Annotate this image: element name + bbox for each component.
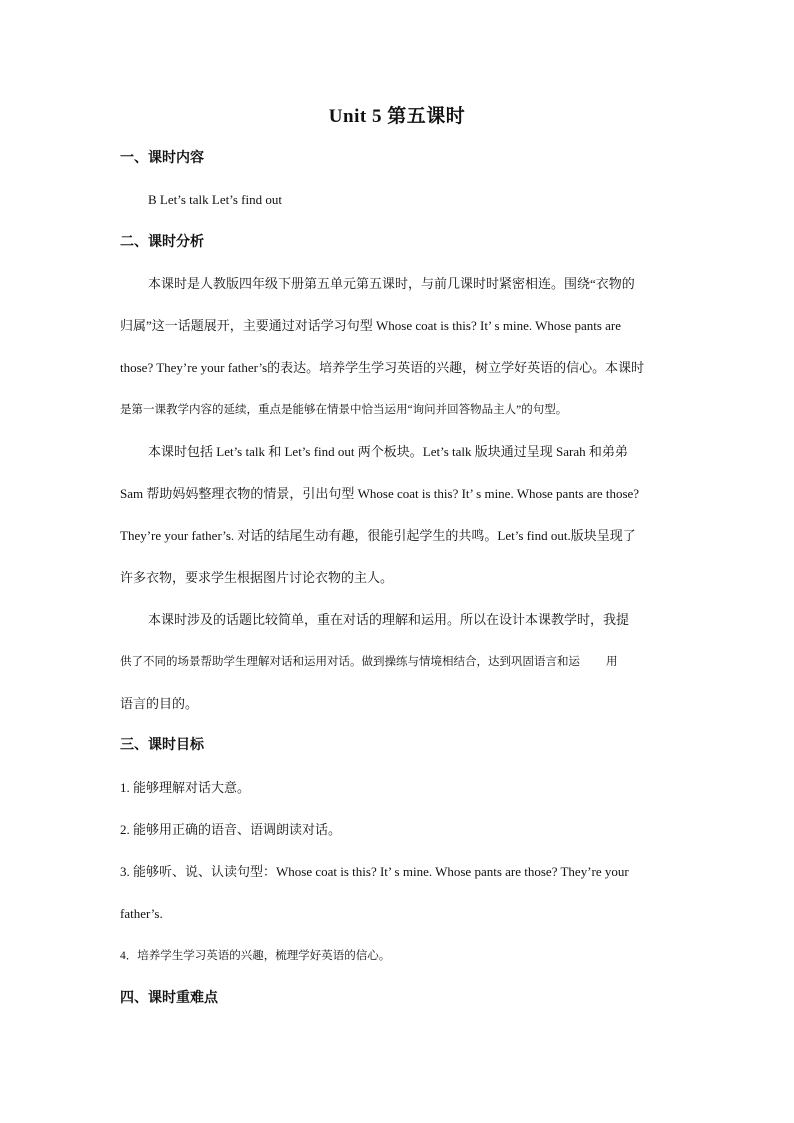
analysis-p3-line2: 供了不同的场景帮助学生理解对话和运用对话。做到操练与情境相结合，达到巩固语言和运 用	[120, 656, 618, 668]
analysis-p3-line1: 本课时涉及的话题比较简单，重在对话的理解和运用。所以在设计本课教学时，我提	[148, 612, 630, 627]
objective-item: 3. 能够听、说、认读句型：Whose coat is this? It’ s mine. Whose pants are those? They’re your	[120, 864, 629, 879]
objective-item-continued: father’s.	[120, 906, 163, 921]
analysis-p2-line3: They’re your father’s. 对话的结尾生动有趣，很能引起学生的共鸣。Let’s find out.版块呈现了	[120, 528, 636, 543]
document-title: Unit 5 第五课时	[328, 106, 466, 127]
analysis-p3-line3: 语言的目的。	[120, 696, 199, 711]
objective-item: 2. 能够用正确的语音、语调朗读对话。	[120, 822, 342, 837]
analysis-p2-line4: 许多衣物，要求学生根据图片讨论衣物的主人。	[120, 570, 394, 585]
objective-item: 1. 能够理解对话大意。	[120, 780, 251, 795]
section-heading-key-points: 四、课时重难点	[120, 991, 218, 1006]
analysis-p1-line2: 归属”这一话题展开，主要通过对话学习句型 Whose coat is this? It’ s mine. Whose pants are	[120, 318, 622, 333]
analysis-p1-line1: 本课时是人教版四年级下册第五单元第五课时，与前几课时时紧密相连。围绕“衣物的	[148, 276, 635, 291]
section-heading-content: 一、课时内容	[120, 151, 204, 166]
objective-item: 4．培养学生学习英语的兴趣，梳理学好英语的信心。	[120, 950, 391, 962]
content-line: B Let’s talk Let’s find out	[148, 192, 282, 207]
section-heading-objectives: 三、课时目标	[120, 738, 204, 753]
analysis-p2-line1: 本课时包括 Let’s talk 和 Let’s find out 两个板块。Let’s talk 版块通过呈现 Sarah 和弟弟	[148, 444, 628, 459]
analysis-p2-line2: Sam 帮助妈妈整理衣物的情景，引出句型 Whose coat is this? It’ s mine. Whose pants are those?	[120, 486, 640, 501]
analysis-p1-line4: 是第一课教学内容的延续，重点是能够在情景中恰当运用“询问并回答物品主人”的句型。	[120, 404, 568, 416]
section-heading-analysis: 二、课时分析	[120, 235, 204, 250]
analysis-p1-line3: those? They’re your father’s的表达。培养学生学习英语的兴趣，树立学好英语的信心。本课时	[120, 360, 645, 375]
